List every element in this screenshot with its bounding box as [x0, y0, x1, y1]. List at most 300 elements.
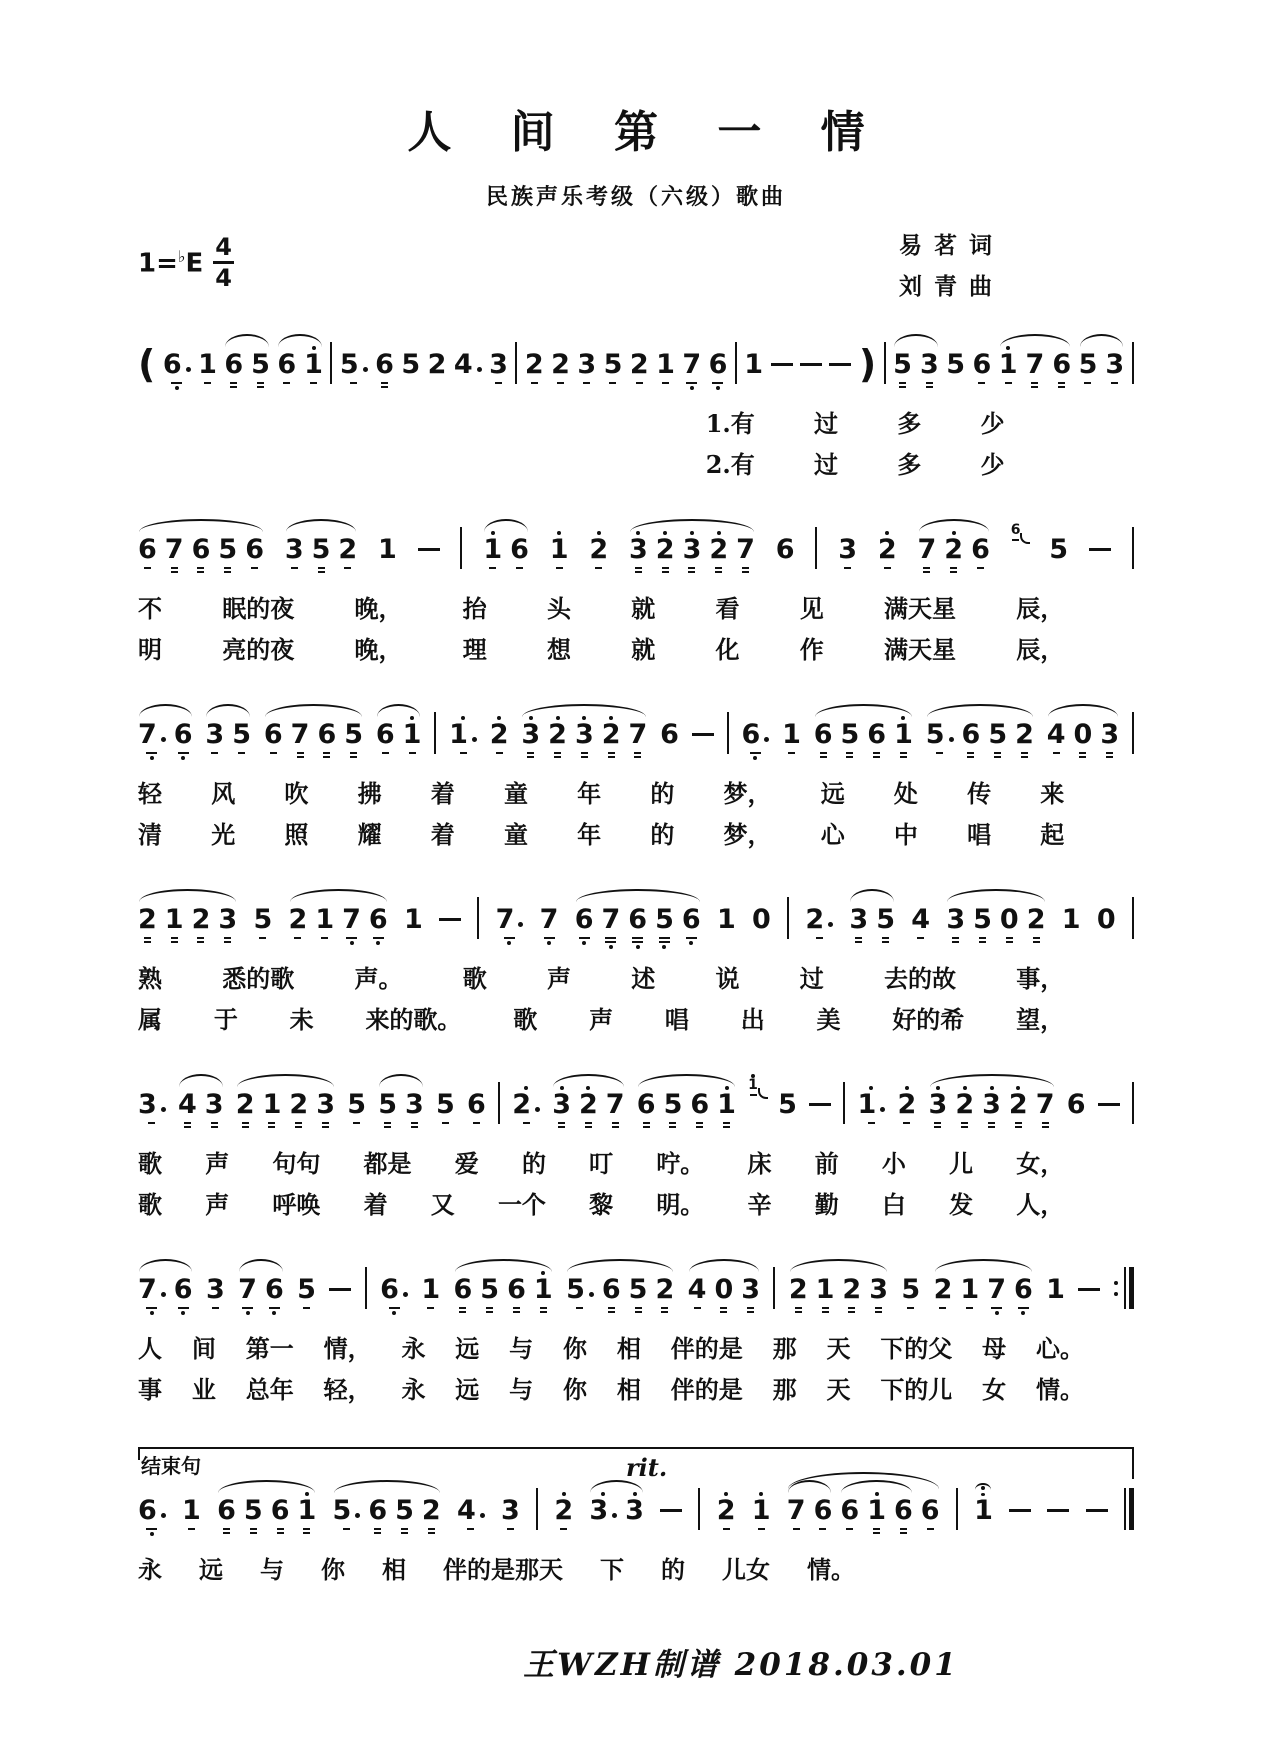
note-digit: 2	[489, 719, 509, 750]
lyric-syllable: 1.有	[705, 409, 755, 438]
lyric-syllable: 床	[747, 1149, 772, 1178]
duration-underline	[822, 1311, 829, 1313]
duration-underline	[634, 752, 641, 754]
lyric-syllable: 永	[401, 1375, 426, 1404]
repeat-end-barline	[1114, 1267, 1134, 1309]
duration-underline	[303, 1532, 310, 1534]
duration-underline	[303, 1528, 310, 1530]
lyric-syllable: 人，	[1016, 1190, 1065, 1219]
duration-underline	[428, 1528, 435, 1530]
note-digit: 6	[775, 534, 795, 565]
duration-underline	[460, 752, 467, 754]
barline	[434, 712, 436, 754]
slur-arc	[218, 1480, 315, 1493]
lyric-syllable: 就	[631, 635, 656, 664]
note	[604, 337, 623, 398]
note-digit: 1	[998, 349, 1018, 380]
note	[921, 1483, 940, 1544]
note-digit: 2	[716, 1495, 736, 1526]
key-tonic-label: 1=	[138, 248, 178, 279]
duration-underline	[632, 941, 643, 943]
note-digit: 0	[1073, 719, 1093, 750]
note-digit: 2	[421, 1495, 441, 1526]
note-digit: 1	[315, 904, 335, 935]
note-digit: 6	[507, 1274, 526, 1305]
duration-underline	[322, 1122, 329, 1124]
note-digit: 6	[375, 349, 394, 380]
note	[550, 522, 569, 583]
note	[838, 522, 857, 583]
slur-group	[849, 892, 895, 953]
duration-underline	[242, 1307, 253, 1309]
grace-note	[748, 1071, 768, 1101]
lyric-syllable: 黎	[589, 1190, 614, 1219]
held-note-dash	[418, 548, 440, 551]
note-digit: 1	[182, 1495, 201, 1526]
note-digit: 2	[842, 1274, 862, 1305]
underlines-and-low-dots	[181, 750, 185, 768]
lyric-syllable: 儿	[949, 1149, 974, 1178]
lyric-syllable: 拂	[357, 779, 382, 808]
duration-underline	[855, 941, 862, 943]
note	[1046, 1262, 1065, 1323]
note	[660, 707, 679, 768]
note-digit: 6	[1013, 1274, 1033, 1305]
duration-underline	[540, 1307, 547, 1309]
duration-underline	[855, 937, 862, 939]
slur-arc	[576, 889, 700, 902]
lyric-syllable: 化	[715, 635, 740, 664]
barline	[787, 897, 789, 939]
low-octave-dot	[753, 756, 757, 760]
note-digit: 3	[521, 719, 541, 750]
lyric-syllable: 与	[509, 1375, 534, 1404]
duration-underline	[907, 1307, 914, 1309]
melody-row	[138, 337, 1134, 398]
augmentation-dot	[477, 367, 482, 372]
note-digit: 1	[744, 349, 764, 380]
barline	[536, 1488, 538, 1530]
duration-underline	[495, 382, 502, 384]
duration-underline	[223, 1532, 230, 1534]
duration-underline	[961, 1122, 968, 1124]
duration-underline	[917, 937, 924, 939]
duration-underline	[926, 382, 933, 384]
note-digit: 6	[972, 349, 992, 380]
duration-underline	[204, 382, 211, 384]
augmentation-dot	[355, 1513, 360, 1518]
lyric-syllable: 与	[260, 1555, 284, 1584]
duration-underline	[294, 937, 301, 939]
note	[752, 892, 771, 953]
note-digit: 2	[805, 905, 833, 935]
slur-group	[552, 1077, 624, 1138]
lyric-syllable: 相	[616, 1334, 641, 1363]
duration-underline	[659, 937, 670, 939]
note-digit: 1	[894, 719, 913, 750]
lyric-syllable: 事	[138, 1375, 162, 1404]
note-digit: 2	[191, 904, 211, 935]
note	[182, 1483, 201, 1544]
lyric-syllable: 唱	[664, 1005, 689, 1034]
duration-underline	[144, 941, 151, 943]
lyric-syllable: 照	[284, 820, 309, 849]
note-digit: 7	[238, 1274, 257, 1305]
note-digit: 3	[138, 1090, 166, 1120]
note	[911, 892, 930, 953]
barline	[330, 342, 332, 384]
lyric-syllable: 相	[616, 1375, 641, 1404]
duration-underline	[554, 756, 561, 758]
lyric-syllable: 辰，	[1016, 635, 1065, 664]
slur-group	[893, 337, 939, 398]
note-digit: 4	[911, 904, 931, 935]
note-digit: 6	[368, 904, 388, 935]
duration-underline	[605, 937, 616, 939]
underlines-and-low-dots	[246, 1305, 250, 1323]
augmentation-dot	[518, 922, 523, 927]
duration-underline	[374, 1528, 381, 1530]
lyrics-row-verse-1	[138, 1550, 855, 1585]
note-digit: 6	[453, 1274, 473, 1305]
underlines-and-low-dots	[376, 935, 380, 953]
slur-arc	[139, 704, 192, 717]
lyricist-credit: 易 茗 词	[898, 233, 994, 259]
lyric-syllable: 童	[503, 779, 528, 808]
duration-underline	[694, 1307, 701, 1309]
duration-underline	[643, 1126, 650, 1128]
note	[1067, 1077, 1086, 1138]
note-digit: 1	[198, 349, 217, 380]
augmentation-dot	[535, 1107, 540, 1112]
duration-underline	[696, 1122, 703, 1124]
duration-underline	[401, 1528, 408, 1530]
lyrics-row-verse-1	[138, 959, 1064, 994]
note-digit: 6	[138, 534, 157, 565]
duration-underline	[257, 386, 264, 388]
slur-arc	[237, 1074, 334, 1087]
note-digit: 3	[574, 719, 594, 750]
duration-underline	[171, 941, 178, 943]
note-digit: 4	[1046, 719, 1066, 750]
held-note-dash	[829, 363, 851, 366]
note-digit: 6	[217, 1495, 236, 1526]
key-signature	[138, 235, 234, 290]
slur-group	[789, 1262, 888, 1323]
duration-underline	[1005, 382, 1012, 384]
slur-group	[926, 707, 1034, 768]
lyric-syllable: 的	[650, 779, 675, 808]
note-digit: 6	[1066, 1089, 1086, 1120]
note-digit: 5	[333, 1496, 361, 1526]
slur-group	[138, 892, 237, 953]
slur-arc	[1048, 704, 1118, 717]
duration-underline	[560, 1528, 567, 1530]
note-digit: 1	[297, 1495, 317, 1526]
note-digit: 5	[435, 1089, 455, 1120]
meter-upper: 4	[213, 235, 234, 264]
duration-underline	[230, 386, 237, 388]
slur-group	[521, 707, 647, 768]
lyric-syllable: 悉的歌	[222, 964, 295, 993]
note-digit: 1	[751, 1495, 771, 1526]
lyric-syllable: 都是	[363, 1149, 412, 1178]
augmentation-dot	[880, 1107, 885, 1112]
duration-underline	[411, 1122, 418, 1124]
slur-group	[138, 522, 264, 583]
note-digit: 6	[636, 1089, 656, 1120]
fermata-icon	[975, 1483, 991, 1490]
duration-underline	[723, 1528, 730, 1530]
note-digit: 1	[815, 1274, 835, 1305]
lyric-syllable: 轻	[138, 779, 162, 808]
note	[901, 1262, 920, 1323]
note-digit: 5	[232, 719, 252, 750]
duration-underline	[557, 382, 564, 384]
slur-arc	[139, 1259, 192, 1272]
key-note: E	[185, 248, 204, 279]
duration-underline	[496, 752, 503, 754]
lyric-syllable: 出	[740, 1005, 765, 1034]
melody-row	[138, 522, 1134, 583]
note	[375, 337, 394, 398]
duration-underline	[146, 1307, 157, 1309]
repeat-dots	[1114, 1281, 1118, 1296]
duration-underline	[146, 1528, 157, 1530]
duration-underline	[373, 937, 384, 939]
low-octave-dot	[636, 945, 640, 949]
note	[525, 337, 544, 398]
slur-group	[787, 1483, 833, 1544]
note-digit: 5	[218, 534, 238, 565]
note	[428, 337, 447, 398]
note-digit: 6	[264, 1274, 284, 1305]
duration-underline	[848, 1307, 855, 1309]
note-digit: 1	[262, 1089, 282, 1120]
underlines-and-low-dots	[1021, 1305, 1025, 1323]
system-3	[138, 707, 1134, 850]
duration-underline	[459, 1311, 466, 1313]
slur-arc	[553, 1074, 623, 1087]
lyric-syllable: 那	[772, 1334, 797, 1363]
duration-underline	[1084, 382, 1091, 384]
note-digit: 2	[955, 1089, 975, 1120]
lyric-syllable: 就	[631, 594, 656, 623]
duration-underline	[819, 1528, 826, 1530]
note	[577, 337, 596, 398]
note-digit: 3	[489, 349, 508, 380]
slur-arc	[790, 1259, 887, 1272]
duration-underline	[715, 571, 722, 573]
note-digit: 2	[655, 534, 675, 565]
lyric-syllable: 光	[211, 820, 236, 849]
duration-underline	[926, 386, 933, 388]
duration-underline	[635, 571, 642, 573]
lyric-syllable: 中	[893, 820, 918, 849]
barline	[515, 342, 517, 384]
duration-underline	[579, 937, 590, 939]
lyric-syllable: 着	[363, 1190, 388, 1219]
augmentation-dot	[949, 737, 954, 742]
duration-underline	[696, 1126, 703, 1128]
duration-underline	[283, 382, 290, 384]
duration-underline	[1006, 941, 1013, 943]
note-digit: 3	[589, 1496, 617, 1526]
slur-group	[138, 707, 193, 768]
score-systems	[138, 337, 1134, 1585]
note-digit: 5	[243, 1495, 263, 1526]
underlines-and-low-dots	[507, 935, 511, 953]
underlines-and-low-dots	[150, 1305, 154, 1323]
lyric-syllable: 看	[715, 594, 740, 623]
note-digit: 2	[1008, 1089, 1028, 1120]
note	[490, 707, 509, 768]
slur-group	[814, 707, 913, 768]
duration-underline	[988, 1126, 995, 1128]
held-note-dash	[1098, 1103, 1120, 1106]
duration-underline	[873, 752, 880, 754]
note-digit: 3	[625, 1495, 644, 1526]
duration-underline	[211, 1126, 218, 1128]
note-digit: 0	[1096, 904, 1116, 935]
note	[401, 337, 420, 398]
duration-underline	[1006, 937, 1013, 939]
lyrics-row-verse-2	[138, 815, 1064, 850]
duration-underline	[259, 937, 266, 939]
note	[630, 337, 649, 398]
slur-group	[333, 1483, 441, 1544]
lyric-syllable: 远	[455, 1375, 480, 1404]
slur-group	[929, 1077, 1055, 1138]
duration-underline	[585, 1126, 592, 1128]
duration-underline	[527, 752, 534, 754]
note-digit: 1	[402, 719, 422, 750]
note-digit: 5	[480, 1274, 500, 1305]
note-digit: 5	[378, 1089, 397, 1120]
duration-underline	[224, 567, 231, 569]
grace-hook	[758, 1088, 768, 1099]
held-note-dash	[1047, 1509, 1069, 1512]
duration-underline	[686, 382, 697, 384]
slur-arc	[630, 519, 754, 532]
duration-underline	[223, 1528, 230, 1530]
note	[253, 892, 272, 953]
lyric-syllable: 呼唤	[272, 1190, 321, 1219]
duration-underline	[669, 1126, 676, 1128]
lyric-syllable: 来的歌。	[365, 1005, 462, 1034]
duration-underline	[950, 567, 957, 569]
note-digit: 5	[340, 350, 368, 380]
lyric-syllable: 咛。	[656, 1149, 705, 1178]
duration-underline	[409, 752, 416, 754]
note-digit: 6	[574, 904, 594, 935]
note-digit: 1	[1061, 904, 1081, 935]
duration-underline	[322, 1126, 329, 1128]
lyric-syllable: 你	[321, 1555, 345, 1584]
slur-arc	[567, 1259, 673, 1272]
note-digit: 3	[552, 1089, 571, 1120]
slur-arc	[1000, 334, 1070, 347]
low-octave-dot	[995, 1311, 999, 1315]
lyric-syllable: 伴的是	[670, 1334, 743, 1363]
duration-underline	[934, 1122, 941, 1124]
lyric-syllable: 句句	[272, 1149, 321, 1178]
note-digit: 1	[403, 904, 423, 935]
melody-row	[138, 892, 1134, 953]
low-octave-dot	[150, 1532, 154, 1536]
note-digit: 7	[342, 904, 361, 935]
duration-underline	[350, 382, 357, 384]
note-digit: 5	[1049, 534, 1069, 565]
duration-underline	[178, 1307, 189, 1309]
duration-underline	[489, 567, 496, 569]
note-digit: 6	[191, 534, 211, 565]
lyric-syllable: 年	[577, 820, 602, 849]
lyric-syllable: 歌	[138, 1190, 162, 1219]
note-digit: 6	[840, 1495, 860, 1526]
note	[878, 522, 897, 583]
note-digit: 1	[960, 1274, 980, 1305]
lyric-syllable: 声。	[354, 964, 403, 993]
duration-underline	[688, 567, 695, 569]
note-digit: 2	[427, 349, 447, 380]
note-digit: 2	[655, 1274, 675, 1305]
slur-arc	[290, 889, 387, 902]
note-digit: 6	[510, 534, 529, 565]
underlines-and-low-dots	[995, 1305, 999, 1323]
duration-underline	[934, 1126, 941, 1128]
lyrics-row-verse-1	[138, 774, 1064, 809]
duration-underline	[873, 1528, 880, 1530]
lyric-syllable: 天	[826, 1375, 851, 1404]
note-digit: 2	[601, 719, 621, 750]
augmentation-dot	[764, 737, 769, 742]
note-digit: 6	[961, 719, 981, 750]
duration-underline	[144, 567, 151, 569]
note-digit: 1	[449, 720, 477, 750]
note	[748, 1071, 758, 1101]
underlines-and-low-dots	[150, 750, 154, 768]
slur-group	[238, 1262, 284, 1323]
duration-underline	[1033, 941, 1040, 943]
note-digit: 6	[173, 719, 193, 750]
lyric-syllable: 爱	[454, 1149, 479, 1178]
lyric-syllable: 情。	[1036, 1375, 1085, 1404]
note-digit: 5	[401, 349, 421, 380]
duration-underline	[643, 1122, 650, 1124]
lyric-syllable: 声	[205, 1149, 230, 1178]
duration-underline	[1106, 756, 1113, 758]
duration-underline	[758, 1528, 765, 1530]
rit-label: rit.	[626, 1453, 668, 1482]
slur-arc	[815, 704, 912, 717]
duration-underline	[978, 382, 985, 384]
note-digit: 6	[813, 1495, 833, 1526]
note-digit: 2	[235, 1089, 255, 1120]
note	[974, 1483, 993, 1544]
meter-lower: 4	[215, 264, 232, 292]
lyrics-row-verse-2	[138, 1185, 1064, 1220]
note-digit: 3	[628, 534, 648, 565]
duration-underline	[635, 567, 642, 569]
low-octave-dot	[662, 945, 666, 949]
note-digit: 3	[946, 904, 966, 935]
note-digit: 3	[849, 904, 869, 935]
note	[297, 1262, 316, 1323]
duration-underline	[250, 1532, 257, 1534]
augmentation-dot	[161, 1107, 166, 1112]
grace-note	[1011, 516, 1031, 546]
